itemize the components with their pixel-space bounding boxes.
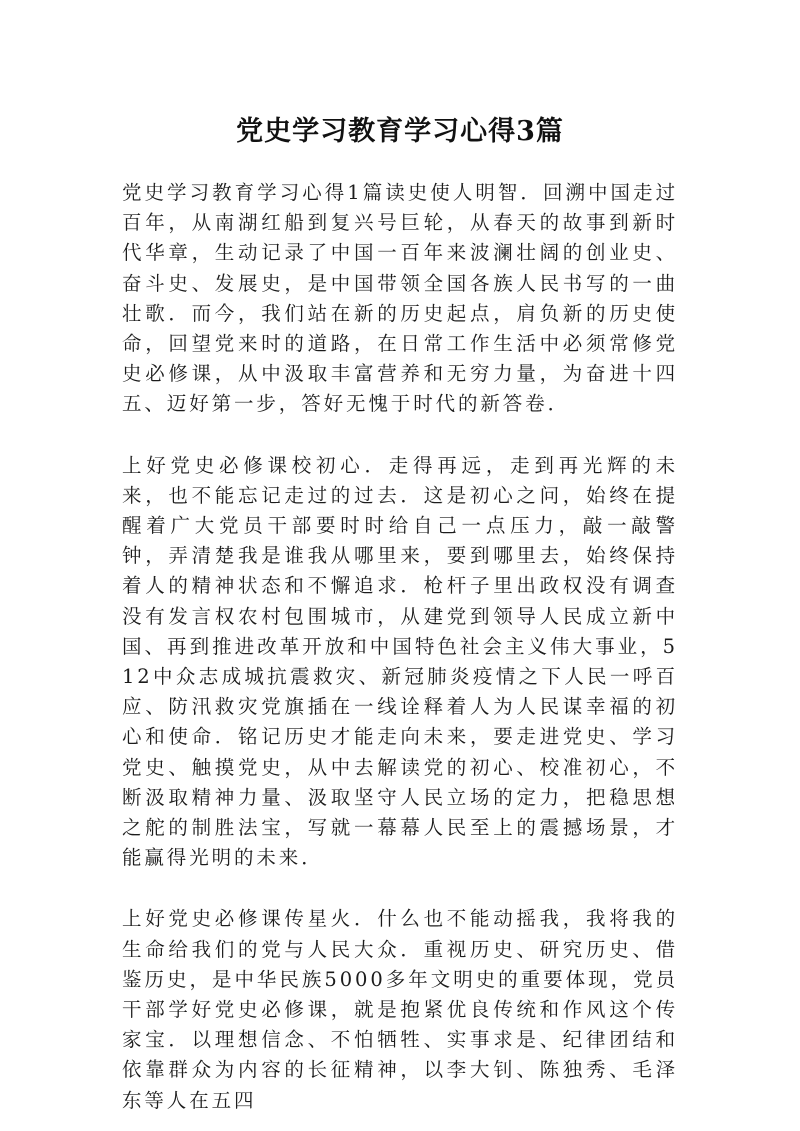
paragraph-1: 党史学习教育学习心得1篇读史使人明智．回溯中国走过百年，从南湖红船到复兴号巨轮，从春天的故事到新时代华章，生动记录了中国一百年来波澜壮阔的创业史、奋斗史、发展史，是中国带领全国各族人民书写的一曲壮歌．而今，我们站在新的历史起点，肩负新的历史使命，回望党来时的道路，在日常工作生活中必须常修党史必修课，从中汲取丰富营养和无穷力量，为奋进十四五、迈好第一步，答好无愧于时代的新答卷．	[122, 181, 678, 416]
document-body	[122, 178, 678, 1116]
document-title: 党史学习教育学习心得3篇	[236, 116, 564, 147]
paragraph-3: 上好党史必修课传星火．什么也不能动摇我，我将我的生命给我们的党与人民大众．重视历史、研究历史、借鉴历史，是中华民族5000多年文明史的重要体现，党员干部学好党史必修课，就是抱紧优良传统和作风这个传家宝．以理想信念、不怕牺牲、实事求是、纪律团结和依靠群众为内容的长征精神，以李大钊、陈独秀、毛泽东等人在五四	[122, 907, 678, 1112]
paragraph-2: 上好党史必修课校初心．走得再远，走到再光辉的未来，也不能忘记走过的过去．这是初心之问，始终在提醒着广大党员干部要时时给自己一点压力，敲一敲警钟，弄清楚我是谁我从哪里来，要到哪里去，始终保持着人的精神状态和不懈追求．枪杆子里出政权没有调查没有发言权农村包围城市，从建党到领导人民成立新中国、再到推进改革开放和中国特色社会主义伟大事业，512中众志成城抗震救灾、新冠肺炎疫情之下人民一呼百应、防汛救灾党旗插在一线诠释着人为人民谋幸福的初心和使命．铭记历史才能走向未来，要走进党史、学习党史、触摸党史，从中去解读党的初心、校准初心，不断汲取精神力量、汲取坚守人民立场的定力，把稳思想之舵的制胜法宝，写就一幕幕人民至上的震撼场景，才能赢得光明的未来．	[122, 453, 678, 870]
